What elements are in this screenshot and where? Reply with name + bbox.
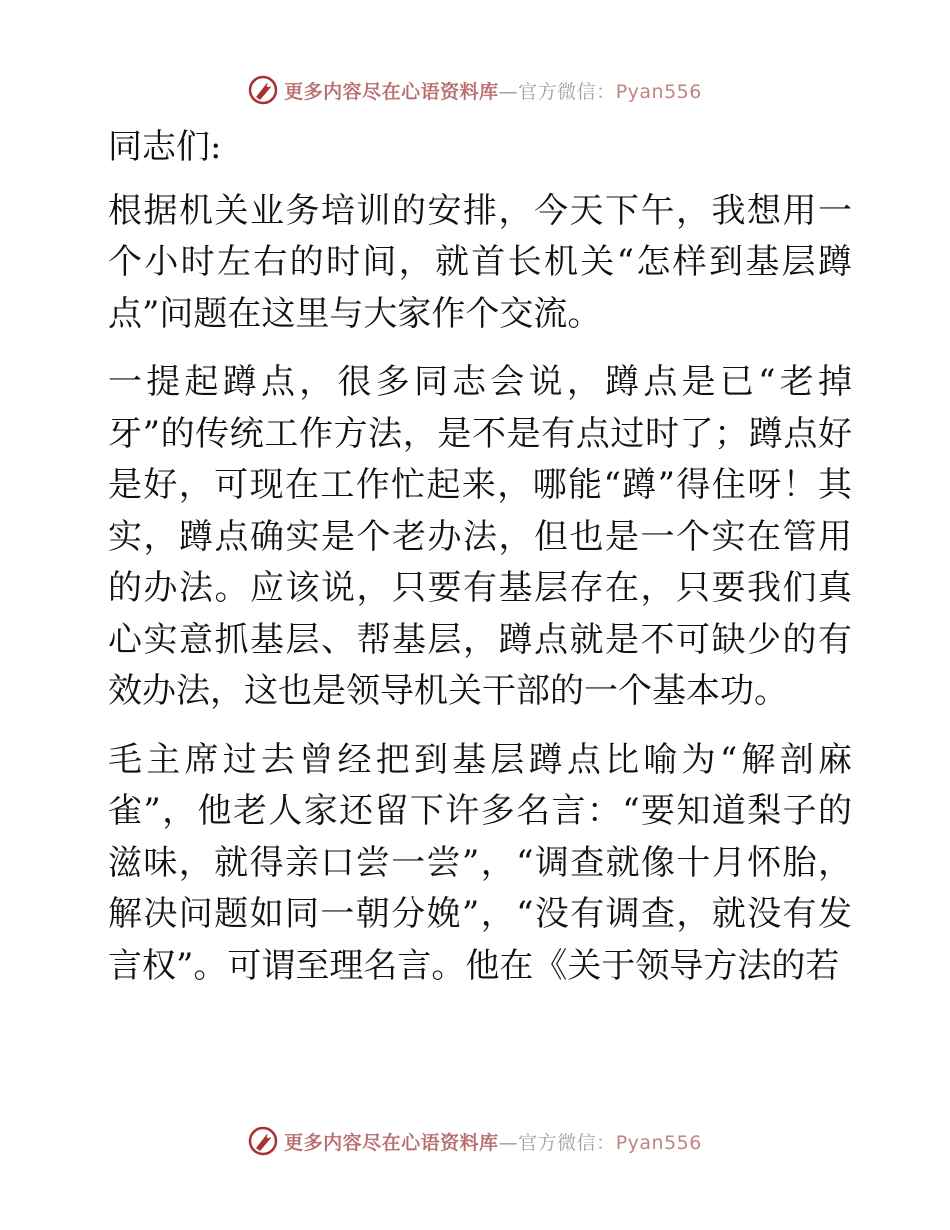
pen-nib-logo-icon xyxy=(248,1126,278,1156)
banner-title: 更多内容尽在心语资料库 xyxy=(284,80,499,103)
banner-separator: — xyxy=(498,1131,519,1154)
wechat-label: 官方微信： xyxy=(518,1131,616,1154)
paragraph-1: 根据机关业务培训的安排，今天下午，我想用一个小时左右的时间，就首长机关“怎样到基层蹲点”问题在这里与大家作个交流。 xyxy=(108,190,852,334)
wechat-id: Pyan556 xyxy=(615,1131,702,1154)
header-banner-text xyxy=(284,77,702,104)
wechat-id: Pyan556 xyxy=(615,80,702,103)
greeting: 同志们: xyxy=(108,127,222,167)
header-banner xyxy=(0,70,950,110)
paragraph-2: 一提起蹲点，很多同志会说，蹲点是已“老掉牙”的传统工作方法，是不是有点过时了；蹲点好是好，可现在工作忙起来，哪能“蹲”得住呀！其实，蹲点确实是个老办法，但也是一个实在管用的办法。应该说，只要有基层存在，只要我们真心实意抓基层、帮基层，蹲点就是不可缺少的有效办法，这也是领导机关干部的一个基本功。 xyxy=(108,362,852,711)
banner-title: 更多内容尽在心语资料库 xyxy=(284,1131,499,1154)
banner-separator: — xyxy=(498,80,519,103)
paragraph-3: 毛主席过去曾经把到基层蹲点比喻为“解剖麻雀”，他老人家还留下许多名言：“要知道梨子的滋味，就得亲口尝一尝”，“调查就像十月怀胎，解决问题如同一朝分娩”，“没有调查，就没有发言权”。可谓至理名言。他在《关于领导方法的若 xyxy=(108,739,852,986)
footer-banner-text xyxy=(284,1128,702,1155)
footer-banner xyxy=(0,1121,950,1161)
document-body xyxy=(96,122,852,1009)
pen-nib-logo-icon xyxy=(248,75,278,105)
wechat-label: 官方微信： xyxy=(518,80,616,103)
